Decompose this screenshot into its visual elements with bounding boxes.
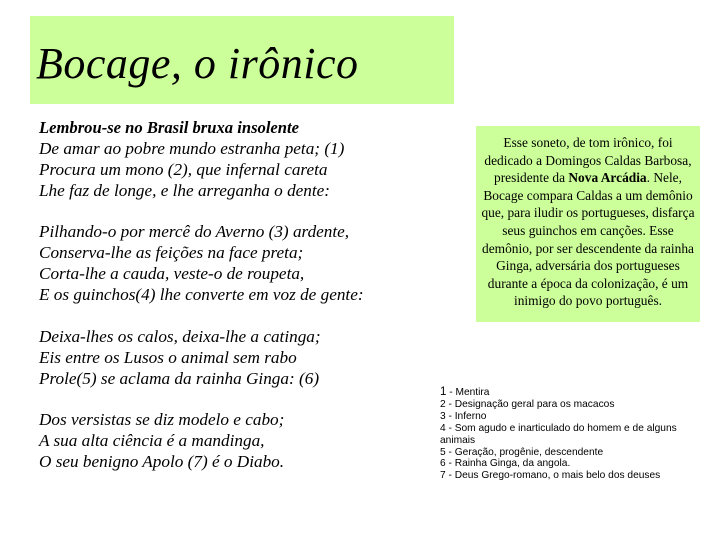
footnote — [440, 447, 677, 459]
commentary-highlight: Nova Arcádia — [568, 170, 647, 186]
footnote-number: 3 — [440, 410, 446, 422]
poem-line: Deixa-lhes os calos, deixa-lhe a catinga; — [39, 326, 321, 346]
footnote-text: - Som agudo e inarticulado do homem e de alguns — [445, 422, 677, 434]
poem-line: A sua alta ciência é a mandinga, — [39, 431, 265, 451]
footnote-text: - Rainha Ginga, da angola. — [445, 458, 571, 470]
footnote-text: - Designação geral para os macacos — [445, 398, 615, 410]
commentary-box — [476, 126, 700, 322]
footnote — [440, 399, 677, 411]
poem-line: Eis entre os Lusos o animal sem rabo — [39, 347, 297, 367]
poem-stanza — [39, 327, 364, 390]
poem-stanza — [39, 410, 364, 473]
footnote-number: 7 — [440, 470, 446, 482]
footnote — [440, 423, 677, 435]
poem — [39, 118, 364, 473]
poem-stanza — [39, 222, 364, 306]
poem-line: Lhe faz de longe, e lhe arreganha o dente: — [39, 180, 331, 200]
footnote — [440, 458, 677, 470]
poem-line: O seu benigno Apolo (7) é o Diabo. — [39, 452, 285, 472]
footnote-text: - Inferno — [445, 410, 487, 422]
poem-line: Prole(5) se aclama da rainha Ginga: (6) — [39, 368, 320, 388]
footnote-text: - Mentira — [446, 387, 490, 398]
footnote — [440, 470, 677, 482]
slide-title: Bocage, o irônico — [36, 39, 359, 88]
poem-line: Conserva-lhe as feições na face preta; — [39, 243, 304, 263]
footnote-text: - Deus Grego-romano, o mais belo dos deuses — [445, 470, 661, 482]
poem-stanza — [39, 118, 364, 202]
poem-line: Pilhando-o por mercê do Averno (3) ardente, — [39, 222, 350, 242]
poem-line: Procura um mono (2), que infernal careta — [39, 159, 328, 179]
poem-line: De amar ao pobre mundo estranha peta; (1) — [39, 138, 345, 158]
title-banner — [30, 16, 454, 104]
footnote-number: 2 — [440, 398, 446, 410]
footnote — [440, 387, 677, 399]
commentary-text: . Nele, Bocage compara Caldas a um demônio que, para iludir os portugueses, disfarça seus guinchos em canções. Esse demônio, por ser descendente da rainha Ginga, adversária dos portugueses durante a época da colonização, é um inimigo do povo português. — [481, 170, 695, 309]
poem-line: Dos versistas se diz modelo e cabo; — [39, 410, 285, 430]
poem-line: Lembrou-se no Brasil bruxa insolente — [39, 118, 300, 137]
footnote-number: 4 — [440, 422, 446, 434]
footnote-number: 1 — [440, 386, 447, 398]
commentary-text: Esse soneto, de tom irônico, foi dedicado a Domingos Caldas Barbosa, presidente da — [484, 135, 692, 186]
footnote-number: 5 — [440, 446, 446, 458]
footnotes — [440, 387, 677, 482]
poem-line: Corta-lhe a cauda, veste-o de roupeta, — [39, 264, 305, 284]
footnote-text: animais — [440, 434, 476, 446]
footnote-number: 6 — [440, 458, 446, 470]
footnote — [440, 411, 677, 423]
poem-line: E os guinchos(4) lhe converte em voz de gente: — [39, 285, 364, 305]
footnote — [440, 435, 677, 447]
footnote-text: - Geração, progênie, descendente — [445, 446, 604, 458]
